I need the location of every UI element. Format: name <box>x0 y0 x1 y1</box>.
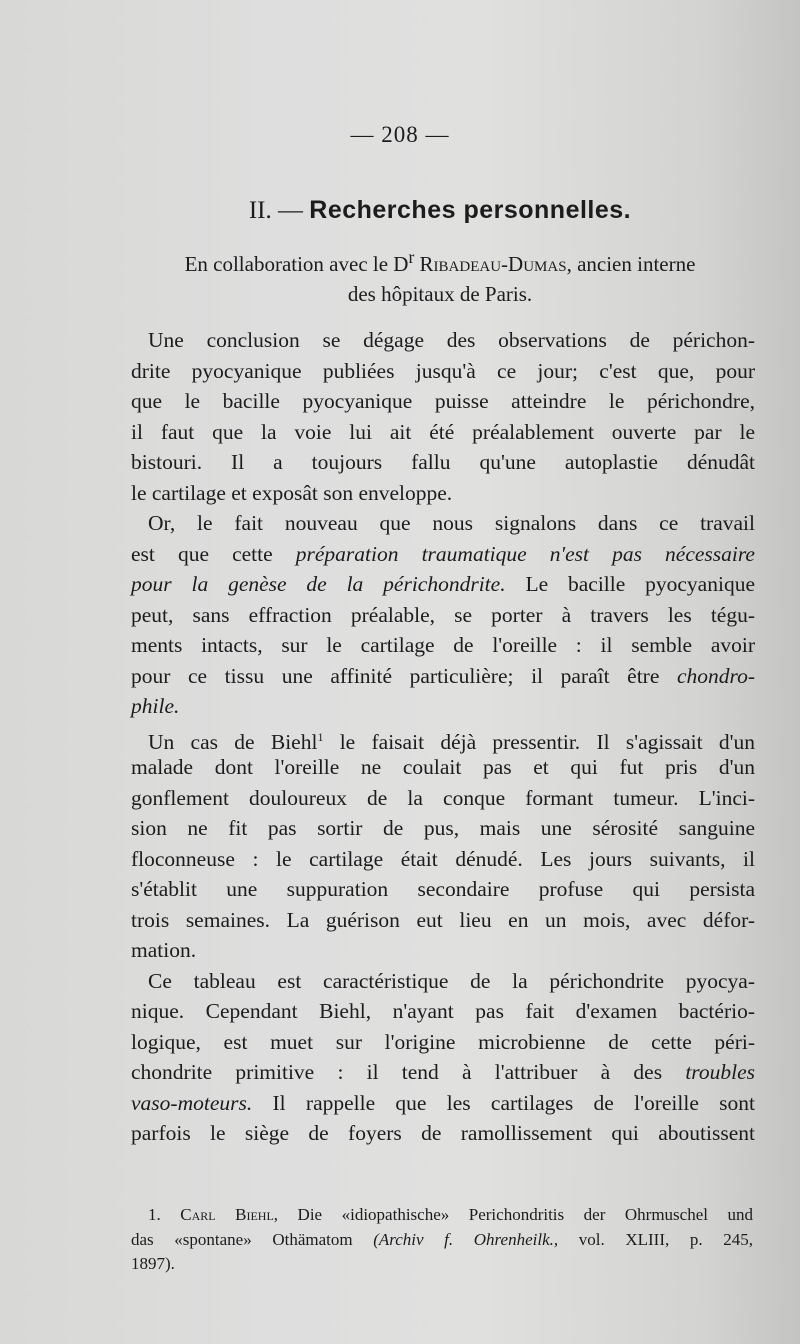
text-line <box>131 1088 755 1119</box>
text-run: Il rappelle que les cartilages de l'oreille sont <box>252 1090 755 1115</box>
italic-run: troubles <box>685 1060 755 1084</box>
text-run: , Die «idiopathische» Perichondritis der Ohrmuschel und <box>273 1205 753 1224</box>
text-line: mation. <box>131 938 197 962</box>
text-run: Un cas de Biehl <box>148 729 318 754</box>
text-line: malade dont l'oreille ne coulait pas et qui fut pris d'un <box>131 755 755 779</box>
italic-run: préparation traumatique n'est pas nécessaire <box>295 541 755 566</box>
text-line: peut, sans effraction préalable, se porter à travers les tégu- <box>131 602 755 627</box>
text-run: chondrite primitive : il tend à l'attribuer à des <box>131 1060 686 1084</box>
text-line: drite pyocyanique publiées jusqu'à ce jour; c'est que, pour <box>131 358 755 383</box>
text-line: Une conclusion se dégage des observations de périchon- <box>148 328 755 352</box>
text-run: pour ce tissu une affinité particulière; il paraît être <box>131 663 677 688</box>
text-run: est que cette <box>131 541 296 566</box>
text-line: il faut que la voie lui ait été préalablement ouverte par le <box>131 419 755 444</box>
text-run: le faisait déjà pressentir. Il s'agissait d'un <box>323 729 755 754</box>
collaboration-line-2: des hôpitaux de Paris. <box>347 282 533 306</box>
text-line <box>131 539 755 570</box>
collab-text-post: , ancien interne <box>566 252 696 276</box>
section-numeral: II. — <box>248 197 310 224</box>
footnote-line: 1897). <box>131 1254 175 1273</box>
footnote-author: Carl Biehl <box>180 1205 274 1224</box>
text-line: s'établit une suppuration secondaire profuse qui persista <box>131 877 755 901</box>
section-heading <box>0 196 800 225</box>
text-run: Le bacille pyocyanique <box>505 572 755 596</box>
text-line: ments intacts, sur le cartilage de l'oreille : il semble avoir <box>131 633 755 657</box>
collab-text: En collaboration avec le D <box>184 252 409 276</box>
text-line: parfois le siège de foyers de ramollissement qui aboutissent <box>131 1121 755 1145</box>
text-line: sion ne fit pas sortir de pus, mais une sérosité sanguine <box>131 816 755 840</box>
text-line <box>131 722 755 753</box>
collaboration-note <box>0 242 800 309</box>
text-line <box>131 661 755 692</box>
page-number: — 208 — <box>350 122 450 147</box>
italic-run: phile. <box>131 694 180 718</box>
footnote-line <box>131 1203 753 1228</box>
italic-run: pour la genèse de la périchondrite. <box>131 572 506 596</box>
footnote-line <box>131 1228 753 1253</box>
text-line: bistouri. Il a toujours fallu qu'une autoplastie dénudât <box>131 450 755 474</box>
text-line: Or, le fait nouveau que nous signalons dans ce travail <box>148 511 755 535</box>
text-line: gonflement douloureux de la conque formant tumeur. L'inci- <box>131 785 755 810</box>
text-line <box>131 1057 755 1088</box>
collab-sup: r <box>408 247 415 267</box>
text-line: Ce tableau est caractéristique de la périchondrite pyocya- <box>148 968 755 993</box>
footnote-marker: 1. <box>148 1205 181 1224</box>
italic-run: chondro- <box>676 663 755 688</box>
footnote-ref: 1 <box>317 729 324 744</box>
text-line: le cartilage et exposât son enveloppe. <box>131 480 453 505</box>
body-text <box>131 325 755 1149</box>
text-line: logique, est muet sur l'origine microbienne de cette péri- <box>131 1029 755 1054</box>
footnote <box>131 1203 753 1277</box>
italic-run: (Archiv f. Ohrenheilk., <box>373 1229 559 1249</box>
text-line: nique. Cependant Biehl, n'ayant pas fait d'examen bactério- <box>131 999 755 1023</box>
text-line: floconneuse : le cartilage était dénudé. Les jours suivants, il <box>131 846 755 871</box>
collab-author-name: Ribadeau-Dumas <box>414 252 567 276</box>
text-run: vol. XLIII, p. 245, <box>558 1229 753 1249</box>
text-run: das «spontane» Othämatom <box>131 1229 374 1249</box>
text-line <box>131 691 755 722</box>
text-line: que le bacille pyocyanique puisse atteindre le périchondre, <box>131 389 755 413</box>
collaboration-line-1 <box>0 242 800 279</box>
text-line: trois semaines. La guérison eut lieu en un mois, avec défor- <box>131 907 755 932</box>
text-line <box>131 569 755 600</box>
section-title: Recherches personnelles. <box>309 196 632 224</box>
italic-run: vaso-moteurs. <box>131 1090 253 1115</box>
